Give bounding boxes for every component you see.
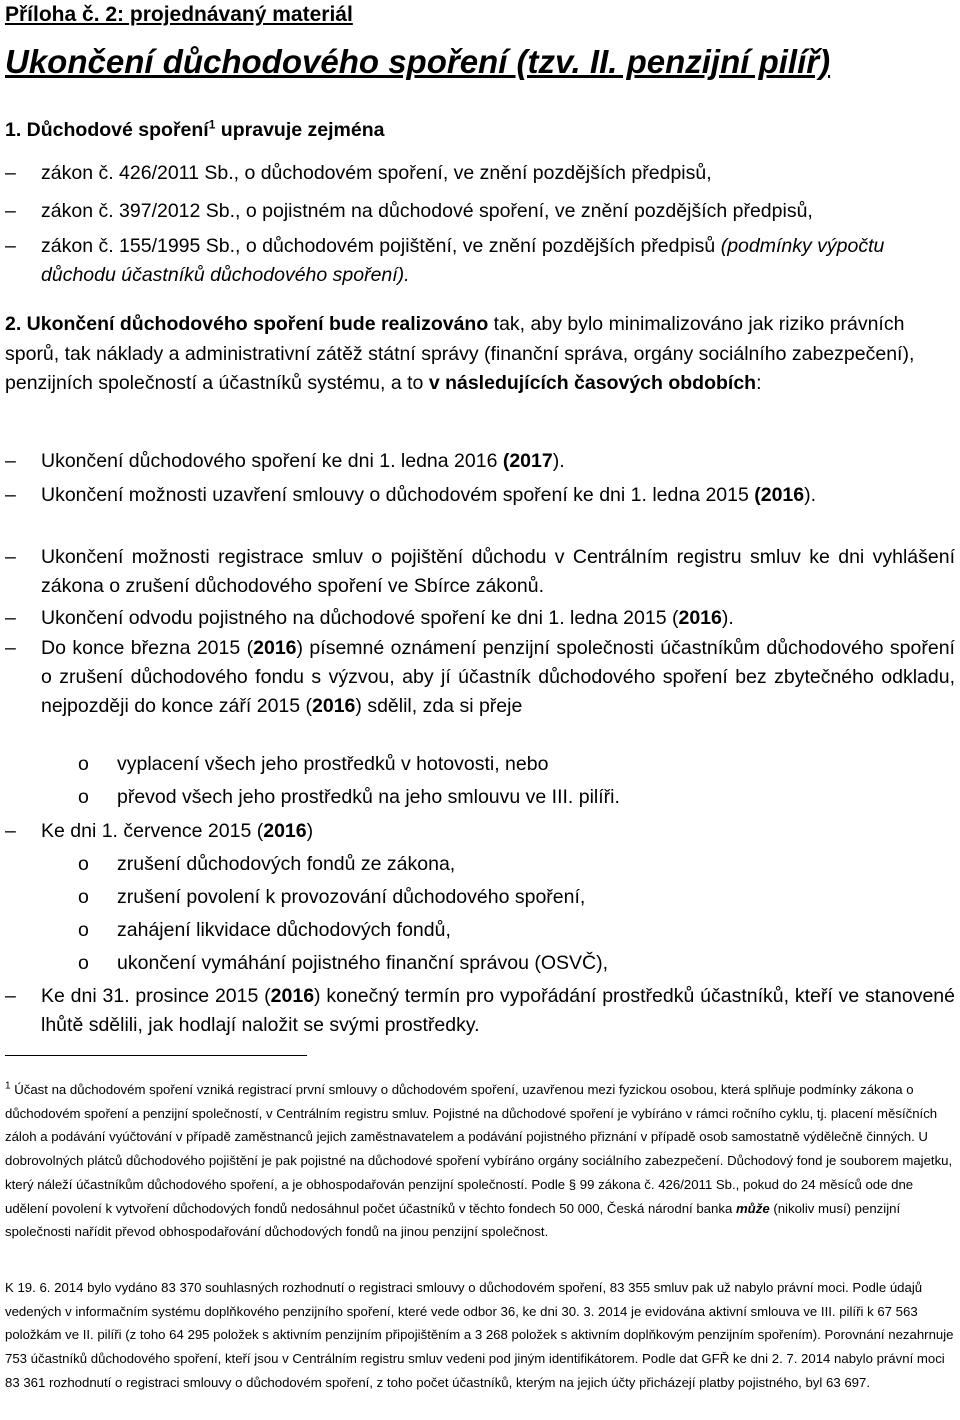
text-part: Ke dni 31. prosince 2015 ( [41,985,271,1007]
text-bold: 2016 [312,695,356,717]
text-part: Ukončení důchodového spoření ke dni 1. ledna 2016 [41,450,503,472]
law-item [0,232,960,290]
timeline-item [0,447,955,476]
dash-bullet: – [5,637,16,659]
text-part: Ke dni 1. července 2015 ( [41,820,264,842]
sub-item [0,949,955,978]
circle-bullet: o [78,919,89,941]
sub-item-text: zrušení povolení k provozování důchodového spoření, [117,886,586,908]
dash-bullet: – [5,200,16,222]
timeline-item-text [41,543,955,601]
timeline-item-text [41,817,955,846]
footnote-text: Účast na důchodovém spoření vzniká registrací první smlouvy o důchodovém spoření, uzavřenou mezi fyzickou osobou, která splňuje podmínky zákona o důchodovém spoření a penzijní společností, v Centrálním registru smluv. Pojistné na důchodové spoření je vybíráno v rámci ročního cyklu, tj. placení měsíčních záloh a podávání vyúčtování v případě zaměstnanců jejich zaměstnavatelem a podávání pojistného přiznání v případě osob samostatně výdělečně činných. U dobrovolných plátců důchodového pojištění je pak pojistné na důchodové spoření vybíráno orgány sociálního zabezpečení. Důchodový fond je souborem majetku, který náleží účastníkům důchodového spoření, a je obhospodařován penzijní společností. Podle § 99 zákona č. 426/2011 Sb., pokud do 24 měsíců ode dne udělení povolení k vytvoření důchodových fondů nedosáhnul počet účastníků v těchto fondech 50 000, Česká národní banka [5,1082,953,1216]
text-part: ). [804,484,817,506]
sub-item [0,883,955,912]
footnote-paragraph [5,1078,955,1244]
text-part: ) konečný termín pro vypořádání prostředků účastníků, kteří ve stanovené lhůtě sdělili, jak hodlají naložit se svými prostředky. [41,985,955,1036]
sub-item [0,916,955,945]
section1-heading-suffix: upravuje zejména [215,119,385,141]
law-item [0,159,955,188]
section1-heading [5,116,384,145]
timeline-item [0,982,955,1040]
timeline-item [0,604,955,633]
sub-item-text: ukončení vymáhání pojistného finanční správou (OSVČ), [117,952,609,974]
footnote-emphasis: může [735,1200,770,1216]
section2-intro-text: tak, aby bylo minimalizováno jak riziko právních sporů, tak náklady a administrativní zátěž státní správy (finanční správa, orgány sociálního zabezpečení), penzijních společností a účastníků systému, a to [5,313,915,394]
sub-item [0,783,955,812]
timeline-item-text [41,604,955,633]
text-part: ) [306,820,314,842]
law-text-main: zákon č. 155/1995 Sb., o důchodovém pojištění, ve znění pozdějších předpisů [41,235,721,257]
timeline-item-text [41,481,955,510]
timeline-item [0,481,955,510]
text-bold: 2016 [263,820,307,842]
sub-item-text: zahájení likvidace důchodových fondů, [117,919,451,941]
sub-item-text: zrušení důchodových fondů ze zákona, [117,853,456,875]
dash-bullet: – [5,162,16,184]
circle-bullet: o [78,786,89,808]
circle-bullet: o [78,853,89,875]
attachment-label: Příloha č. 2: projednávaný materiál [5,3,353,26]
text-bold: (2017 [502,450,553,472]
text-part: ). [552,450,565,472]
sub-item [0,750,955,779]
law-text [41,232,960,290]
law-text: zákon č. 397/2012 Sb., o pojistném na důchodové spoření, ve znění pozdějších předpisů, [41,200,813,222]
law-item [0,197,955,226]
law-text-italic: (podmínky výpočtu důchodu účastníků důchodového spoření). [41,235,885,286]
sub-item [0,850,955,879]
section2-intro-colon: : [756,372,762,394]
footnote-text: K 19. 6. 2014 bylo vydáno 83 370 souhlasných rozhodnutí o registraci smlouvy o důchodovém spoření, 83 355 smluv pak už nabylo právní moci. Podle údajů vedených v informačním systému doplňkového penzijního spoření, které vede odbor 36, ke dni 30. 3. 2014 je evidována aktivní smlouva ve III. pilíři k 67 563 položkám ve II. pilíři (z toho 64 295 položek s aktivním penzijním připojištěním a 3 268 položek s aktivním doplňkovým penzijním spořením). Porovnání nezahrnuje 753 účastníků důchodového spoření, kteří jsou v Centrálním registru smluv vedeni pod jiným identifikátorem. Podle dat GFŘ ke dni 2. 7. 2014 nabylo právní moci 83 361 rozhodnutí o registraci smlouvy o důchodovém spoření, z toho počet účastníků, kterým na jejich účty přicházejí platby pojistného, byl 63 697. [5,1280,954,1390]
timeline-item-text [41,447,955,476]
text-bold: 2016 [270,985,315,1007]
section2-heading: 2. Ukončení důchodového spoření bude realizováno [5,313,489,335]
footnote-text: (nikoliv musí) penzijní společnosti nařídit převod obhospodařování důchodových fondů na jinou penzijní společnost. [5,1200,901,1240]
text-bold: (2016 [754,484,805,506]
dash-bullet: – [5,820,16,842]
timeline-item [0,817,955,846]
document-title: Ukončení důchodového spoření (tzv. II. penzijní pilíř) [5,43,831,80]
text-part: ) sdělil, zda si přeje [355,695,523,717]
circle-bullet: o [78,952,89,974]
timeline-item-text [41,982,955,1040]
footnote-separator [5,1055,307,1056]
timeline-item [0,634,955,721]
sub-item-text: vyplacení všech jeho prostředků v hotovosti, nebo [117,753,549,775]
sub-item-text: převod všech jeho prostředků na jeho smlouvu ve III. pilíři. [117,786,620,808]
text-part: Ukončení možnosti registrace smluv o pojištění důchodu v Centrálním registru smluv ke dni vyhlášení zákona o zrušení důchodového spoření ve Sbírce zákonů. [41,546,955,597]
footnote-ref[interactable]: 1 [208,117,216,132]
dash-bullet: – [5,484,16,506]
text-part: ) písemné oznámení penzijní společnosti účastníkům důchodového spoření o zrušení důchodového fondu s výzvou, aby jí účastník důchodového spoření bez zbytečného odkladu, nejpozději do konce září 2015 ( [41,637,955,717]
text-part: ). [721,607,734,629]
text-part: Ukončení možnosti uzavření smlouvy o důchodovém spoření ke dni 1. ledna 2015 [41,484,755,506]
dash-bullet: – [5,985,16,1007]
section2-intro-bold: v následujících časových obdobích [428,372,757,394]
dash-bullet: – [5,546,16,568]
footnote-number: 1 [5,1080,11,1092]
circle-bullet: o [78,753,89,775]
footnote-paragraph [5,1276,955,1395]
text-part: Do konce března 2015 ( [41,637,254,659]
circle-bullet: o [78,886,89,908]
law-text: zákon č. 426/2011 Sb., o důchodovém spoření, ve znění pozdějších předpisů, [41,162,712,184]
section1-heading-text: 1. Důchodové spoření [5,119,209,141]
dash-bullet: – [5,450,16,472]
dash-bullet: – [5,607,16,629]
section2-intro [5,310,955,399]
dash-bullet: – [5,235,16,257]
text-bold: 2016 [253,637,297,659]
timeline-item [0,543,955,601]
timeline-item-text [41,634,955,721]
text-bold: 2016 [678,607,722,629]
text-part: Ukončení odvodu pojistného na důchodové spoření ke dni 1. ledna 2015 ( [41,607,679,629]
